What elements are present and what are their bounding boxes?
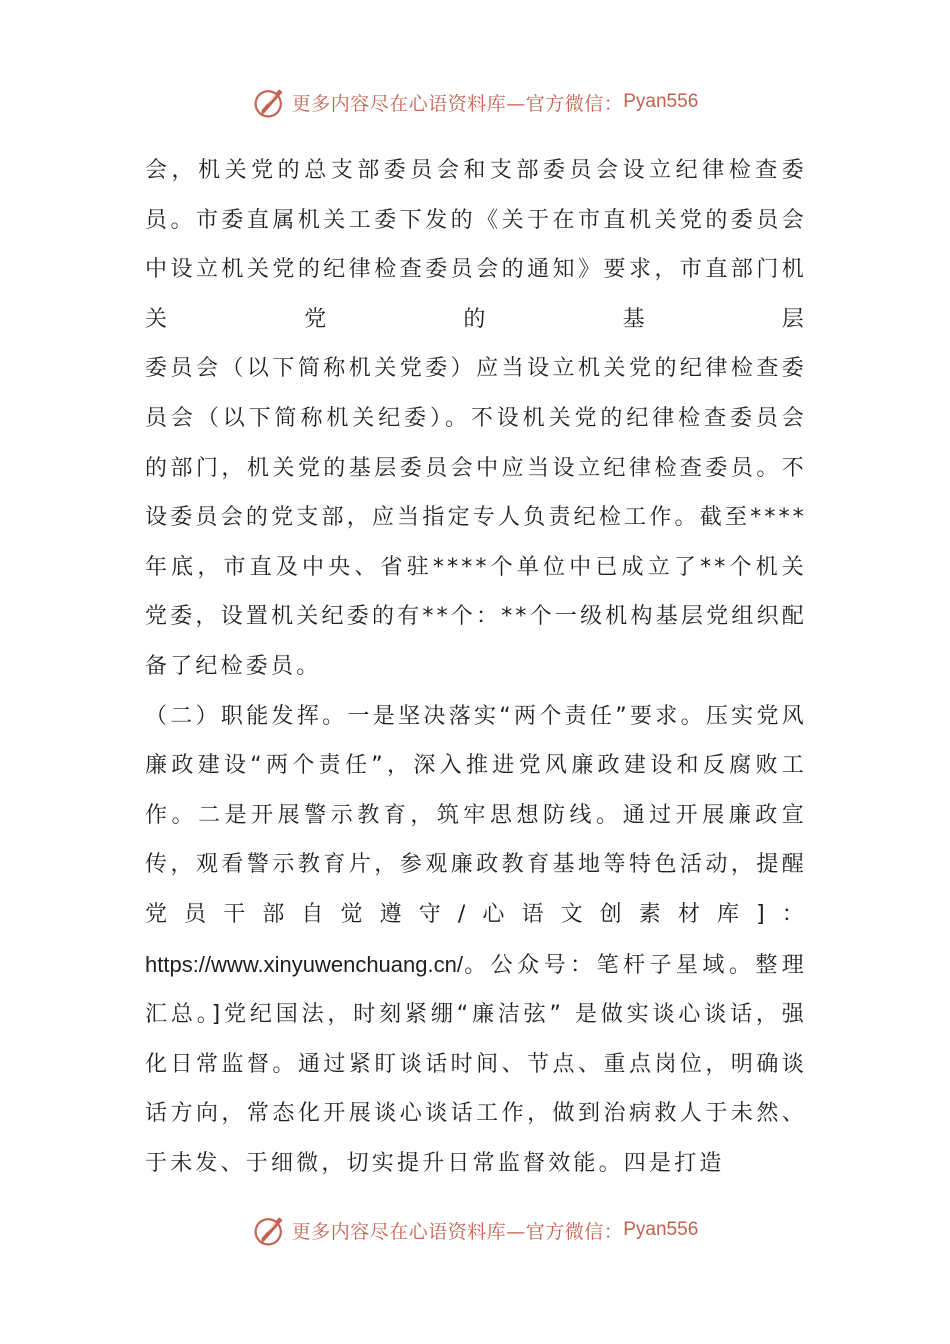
header-banner [0,82,950,122]
paragraph-3-text-b: 。公众号：笔杆子星域。整理汇总。]党纪国法，时刻紧绷“廉洁弦” 是做实谈心谈话，强化日常监督。通过紧盯谈话时间、节点、重点岗位，明确谈话方向，常态化开展谈心谈话工作，做到治病救人于未然、于未发、于细微，切实提升日常监督效能。四是打造 [145,952,807,1176]
footer-wechat-id: Pyan556 [623,1219,699,1240]
paragraph-3-url-part-2: www.xinyuwenchuang.cn/ [211,951,463,977]
footer-banner [0,1210,950,1250]
paragraph-3-url-part-1: https:// [145,951,212,977]
header-banner-text: 更多内容尽在心语资料库—官方微信： [291,92,624,115]
quill-pen-seal-icon [252,84,288,120]
paragraph-3 [145,692,807,1189]
document-body [145,146,807,1188]
header-wechat-id: Pyan556 [623,91,699,112]
paragraph-3-text-a: （二）职能发挥。一是坚决落实“两个责任”要求。压实党风廉政建设“两个责任”，深入推进党风廉政建设和反腐败工作。二是开展警示教育，筑牢思想防线。通过开展廉政宣传，观看警示教育片，参观廉政教育基地等特色活动，提醒党员干部自觉遵守/心语文创素材库]： [145,703,807,927]
quill-pen-seal-icon [252,1212,288,1248]
footer-banner-text: 更多内容尽在心语资料库—官方微信： [291,1220,624,1243]
paragraph-1: 会，机关党的总支部委员会和支部委员会设立纪律检查委员。市委直属机关工委下发的《关于在市直机关党的委员会中设立机关党的纪律检查委员会的通知》要求，市直部门机关党的基层 [145,158,807,332]
paragraph-2: 委员会（以下简称机关党委）应当设立机关党的纪律检查委员会（以下简称机关纪委）。不设机关党的纪律检查委员会的部门，机关党的基层委员会中应当设立纪律检查委员。不设委员会的党支部，应当指定专人负责纪检工作。截至**** 年底，市直及中央、省驻****个单位中已成立了**个机关党委，设置机关纪委的有**个：**个一级机构基层党组织配备了纪检委员。 [145,356,807,679]
